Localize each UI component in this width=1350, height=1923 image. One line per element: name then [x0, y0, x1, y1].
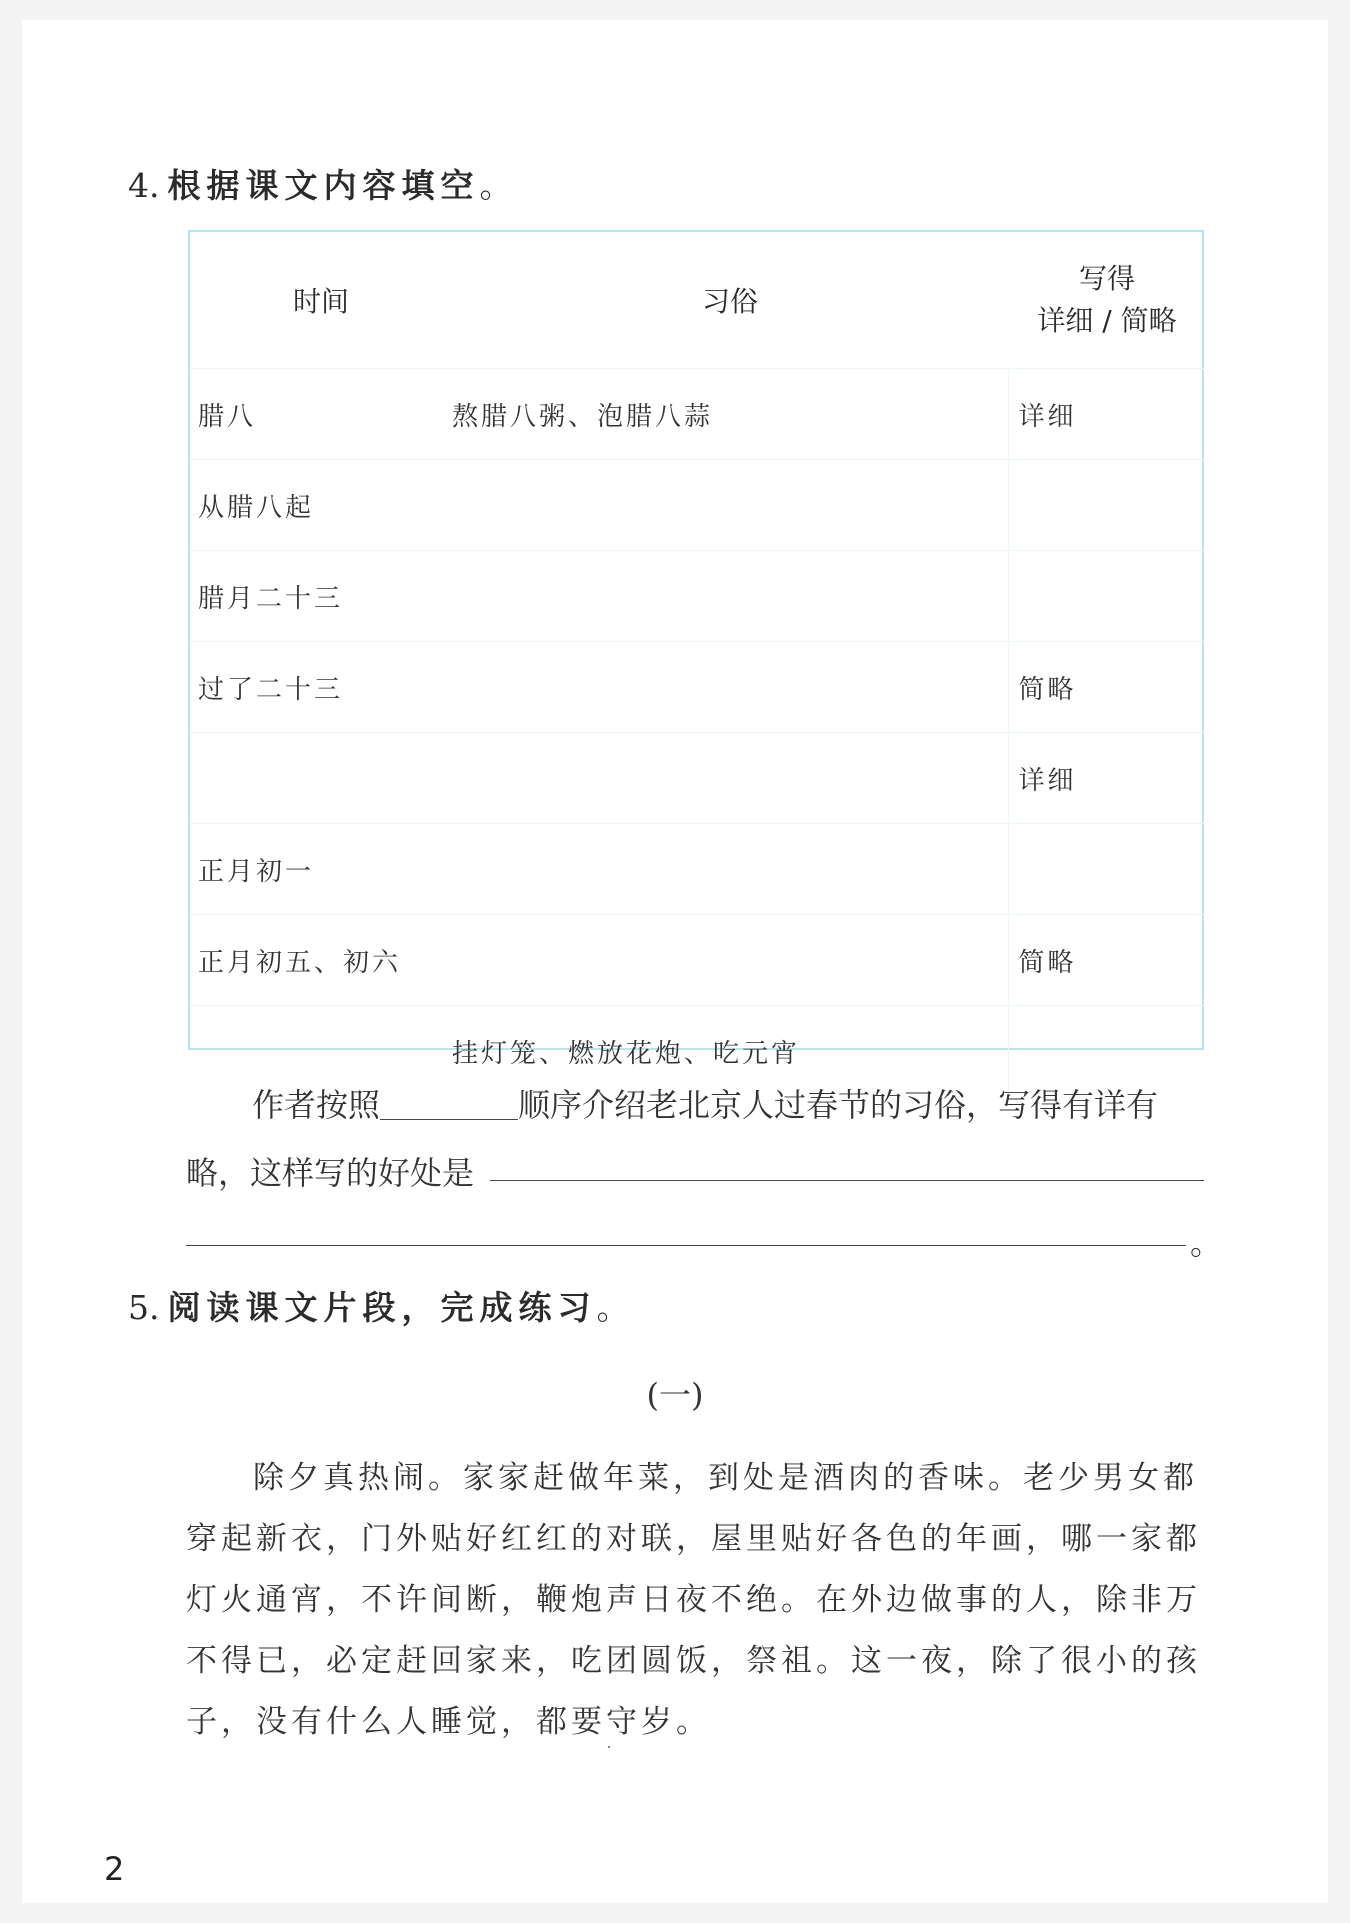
fill-line-2 — [186, 1148, 474, 1194]
fill-table — [188, 230, 1204, 1069]
cell-custom: 挂灯笼、燃放花炮、吃元宵 — [452, 1006, 1008, 1097]
cell-time: 从腊八起 — [190, 460, 452, 551]
question-title: 根据课文内容填空 — [167, 166, 480, 205]
cell-time: 正月初一 — [190, 824, 452, 915]
fill-line-1 — [252, 1080, 1158, 1126]
table-row — [190, 460, 1206, 551]
page-number: 2 — [104, 1850, 125, 1888]
cell-detail[interactable] — [1008, 551, 1206, 642]
cell-detail[interactable]: 简略 — [1008, 915, 1206, 1006]
section-label: (一) — [646, 1376, 704, 1414]
fill-text-1: 作者按照 — [252, 1086, 381, 1124]
table-row — [190, 369, 1206, 460]
cell-detail[interactable]: 详细 — [1008, 733, 1206, 824]
cell-custom[interactable] — [452, 642, 1008, 733]
cell-custom[interactable] — [452, 460, 1008, 551]
answer-blank-2[interactable] — [186, 1245, 1186, 1246]
cell-custom[interactable] — [452, 915, 1008, 1006]
cell-custom[interactable] — [452, 551, 1008, 642]
question-period: 。 — [596, 1288, 636, 1327]
table-row — [190, 642, 1206, 733]
cell-time: 正月初五、初六 — [190, 915, 452, 1006]
cell-detail[interactable]: 简略 — [1008, 642, 1206, 733]
passage-text: 除夕真热闹。家家赶做年菜，到处是酒肉的香味。老少男女都穿起新衣，门外贴好红红的对联，屋里贴好各色的年画，哪一家都灯火通宵，不许间断，鞭炮声日夜不绝。在外边做事的人，除非万不得已，必定赶回家来，吃团圆饭，祭祖。这一夜，除了很小的孩子，没有什么人睡觉，都要守岁。 — [186, 1460, 1201, 1740]
cell-detail[interactable]: 详细 — [1008, 369, 1206, 460]
header-time: 时间 — [292, 285, 349, 318]
header-detail-bottom: 详细 / 简略 — [1037, 304, 1177, 337]
question-number: 4. — [128, 166, 160, 205]
table-row — [190, 733, 1206, 824]
fill-end-period: 。 — [1190, 1224, 1223, 1262]
answer-blank-1[interactable] — [490, 1180, 1204, 1181]
cell-time: 腊八 — [190, 369, 452, 460]
fill-text-2: 顺序介绍老北京人过春节的习俗，写得有详有 — [518, 1086, 1159, 1124]
cell-custom[interactable]: 熬腊八粥、泡腊八蒜 — [452, 369, 1008, 460]
question-title: 阅读课文片段，完成练习 — [167, 1288, 597, 1327]
cell-time: 过了二十三 — [190, 642, 452, 733]
question-period: 。 — [479, 166, 519, 205]
cell-time[interactable] — [190, 733, 452, 824]
table-row — [190, 551, 1206, 642]
reading-passage — [186, 1448, 1206, 1753]
cell-detail[interactable] — [1008, 460, 1206, 551]
stray-dot — [608, 1746, 610, 1748]
header-detail-top: 写得 — [1078, 262, 1135, 295]
order-blank[interactable] — [380, 1087, 518, 1120]
header-detail — [1008, 232, 1206, 369]
question-5-heading — [128, 1282, 636, 1329]
table-row — [190, 824, 1206, 915]
cell-custom[interactable] — [452, 824, 1008, 915]
cell-time: 腊月二十三 — [190, 551, 452, 642]
question-4-heading — [128, 160, 519, 207]
fill-text-3: 略，这样写的好处是 — [186, 1154, 475, 1192]
header-custom: 习俗 — [701, 285, 758, 318]
table-row — [190, 915, 1206, 1006]
cell-detail[interactable] — [1008, 824, 1206, 915]
cell-custom[interactable] — [452, 733, 1008, 824]
question-number: 5. — [128, 1288, 160, 1327]
